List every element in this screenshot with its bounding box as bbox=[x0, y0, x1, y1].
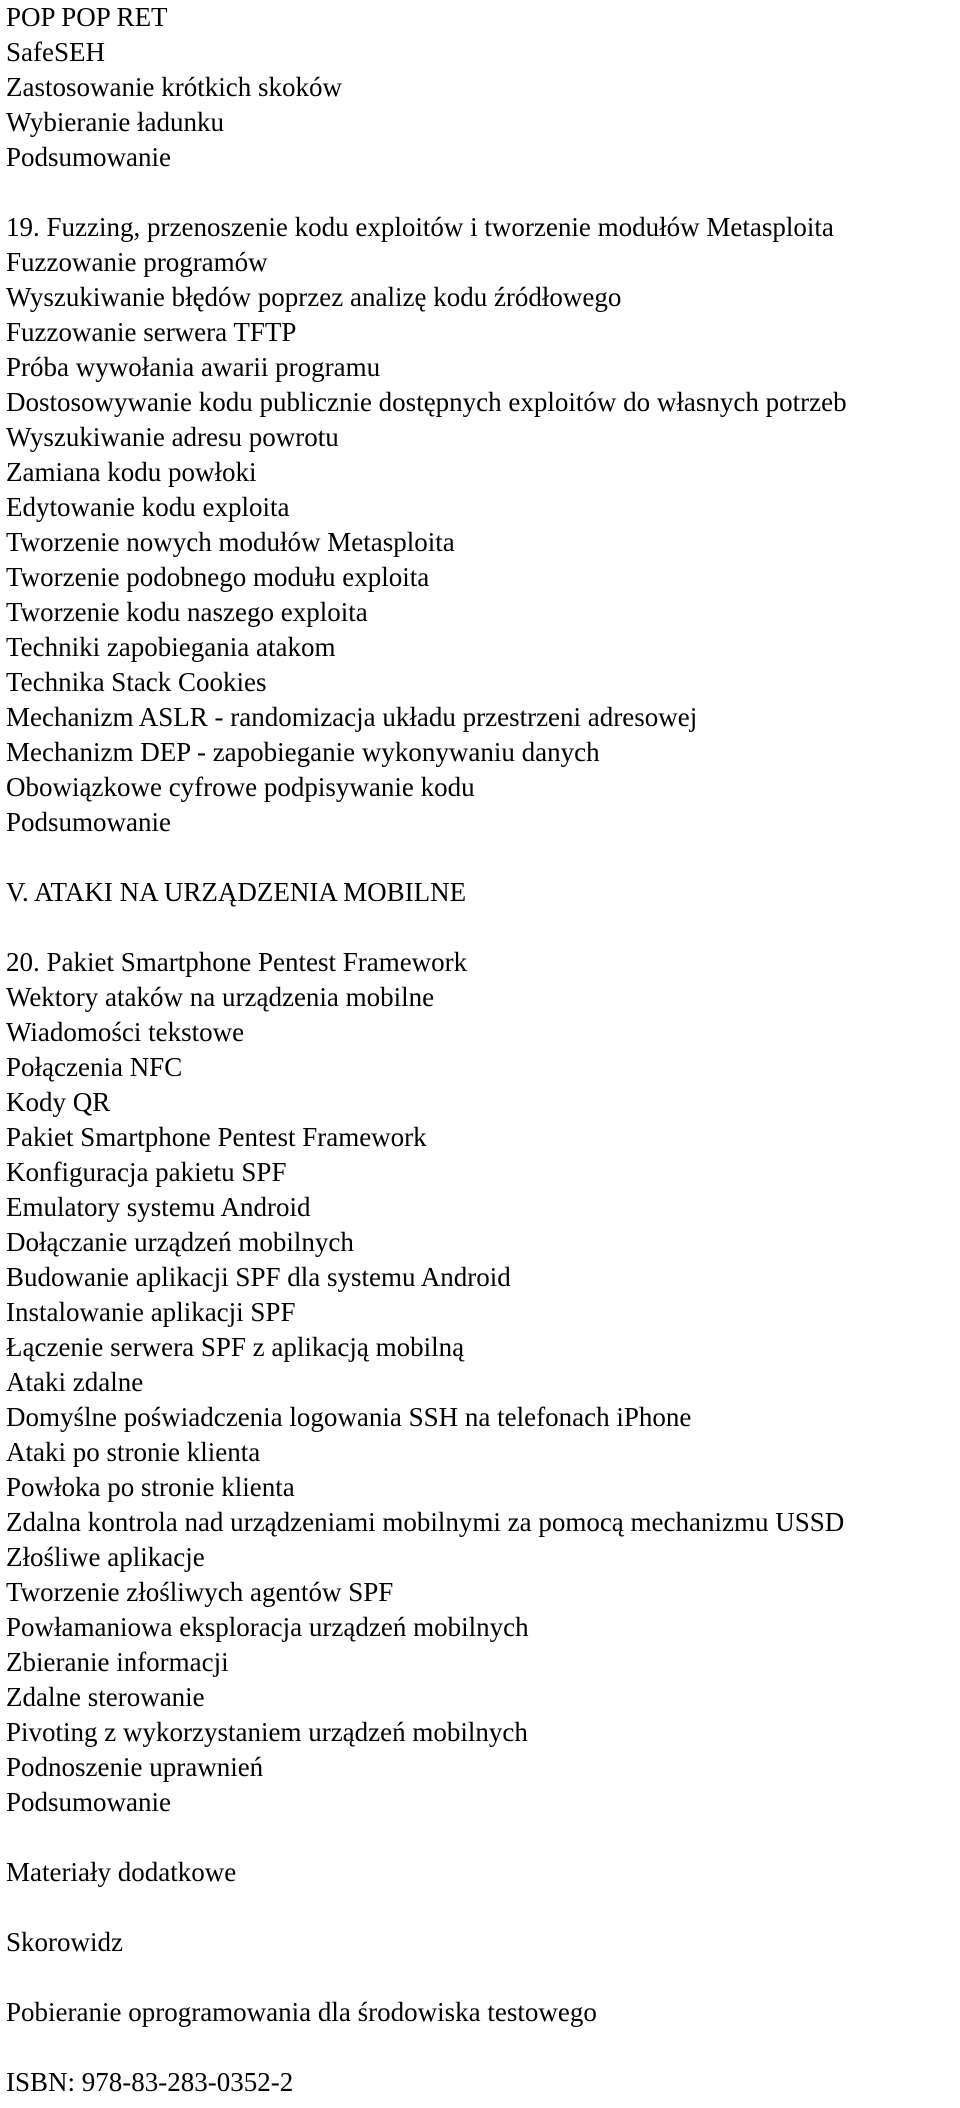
toc-entry: Ataki zdalne bbox=[6, 1367, 144, 1397]
toc-entry: Budowanie aplikacji SPF dla systemu Android bbox=[6, 1262, 511, 1292]
toc-entry: Wyszukiwanie błędów poprzez analizę kodu źródłowego bbox=[6, 282, 622, 312]
toc-entry: Pivoting z wykorzystaniem urządzeń mobilnych bbox=[6, 1717, 528, 1747]
toc-entry: Powłamaniowa eksploracja urządzeń mobilnych bbox=[6, 1612, 529, 1642]
toc-entry: Fuzzowanie serwera TFTP bbox=[6, 317, 297, 347]
toc-entry: Tworzenie nowych modułów Metasploita bbox=[6, 527, 455, 557]
toc-entry: Fuzzowanie programów bbox=[6, 247, 268, 277]
toc-entry: Podnoszenie uprawnień bbox=[6, 1752, 264, 1782]
toc-entry: Domyślne poświadczenia logowania SSH na telefonach iPhone bbox=[6, 1402, 692, 1432]
toc-entry: Dołączanie urządzeń mobilnych bbox=[6, 1227, 354, 1257]
toc-entry: Zbieranie informacji bbox=[6, 1647, 229, 1677]
toc-entry: Zamiana kodu powłoki bbox=[6, 457, 257, 487]
toc-entry: Pobieranie oprogramowania dla środowiska testowego bbox=[6, 1997, 597, 2027]
toc-entry: Zdalna kontrola nad urządzeniami mobilnymi za pomocą mechanizmu USSD bbox=[6, 1507, 845, 1537]
toc-entry: Podsumowanie bbox=[6, 142, 171, 172]
toc-entry: Tworzenie podobnego modułu exploita bbox=[6, 562, 430, 592]
blank-line bbox=[6, 2030, 956, 2065]
blank-line bbox=[6, 1960, 956, 1995]
chapter-heading: 19. Fuzzing, przenoszenie kodu exploitów i tworzenie modułów Metasploita bbox=[6, 212, 834, 242]
toc-entry: Skorowidz bbox=[6, 1927, 123, 1957]
toc-entry: Obowiązkowe cyfrowe podpisywanie kodu bbox=[6, 772, 475, 802]
toc-entry: Próba wywołania awarii programu bbox=[6, 352, 381, 382]
toc-entry: Łączenie serwera SPF z aplikacją mobilną bbox=[6, 1332, 465, 1362]
toc-entry: Złośliwe aplikacje bbox=[6, 1542, 205, 1572]
part-heading: V. ATAKI NA URZĄDZENIA MOBILNE bbox=[6, 877, 467, 907]
toc-entry: Dostosowywanie kodu publicznie dostępnych exploitów do własnych potrzeb bbox=[6, 387, 847, 417]
toc-entry: Kody QR bbox=[6, 1087, 111, 1117]
blank-line bbox=[6, 840, 956, 875]
toc-entry: Materiały dodatkowe bbox=[6, 1857, 237, 1887]
toc-entry: Wektory ataków na urządzenia mobilne bbox=[6, 982, 435, 1012]
toc-entry: Zdalne sterowanie bbox=[6, 1682, 205, 1712]
toc-entry: SafeSEH bbox=[6, 37, 105, 67]
toc-entry: Tworzenie złośliwych agentów SPF bbox=[6, 1577, 394, 1607]
toc-entry: Powłoka po stronie klienta bbox=[6, 1472, 295, 1502]
toc-entry: POP POP RET bbox=[6, 2, 168, 32]
toc-entry: Zastosowanie krótkich skoków bbox=[6, 72, 342, 102]
toc-entry: Tworzenie kodu naszego exploita bbox=[6, 597, 368, 627]
toc-entry: Emulatory systemu Android bbox=[6, 1192, 311, 1222]
toc-entry: Pakiet Smartphone Pentest Framework bbox=[6, 1122, 427, 1152]
toc-entry: Mechanizm ASLR - randomizacja układu przestrzeni adresowej bbox=[6, 702, 698, 732]
blank-line bbox=[6, 1890, 956, 1925]
toc-entry: Technika Stack Cookies bbox=[6, 667, 267, 697]
toc-entry: Wybieranie ładunku bbox=[6, 107, 225, 137]
toc-entry: Techniki zapobiegania atakom bbox=[6, 632, 336, 662]
blank-line bbox=[6, 175, 956, 210]
table-of-contents bbox=[6, 0, 956, 2100]
toc-entry: Edytowanie kodu exploita bbox=[6, 492, 290, 522]
blank-line bbox=[6, 910, 956, 945]
toc-entry: Mechanizm DEP - zapobieganie wykonywaniu danych bbox=[6, 737, 600, 767]
isbn: ISBN: 978-83-283-0352-2 bbox=[6, 2067, 294, 2097]
toc-entry: Podsumowanie bbox=[6, 807, 171, 837]
toc-entry: Konfiguracja pakietu SPF bbox=[6, 1157, 287, 1187]
toc-entry: Instalowanie aplikacji SPF bbox=[6, 1297, 296, 1327]
toc-entry: Połączenia NFC bbox=[6, 1052, 183, 1082]
blank-line bbox=[6, 1820, 956, 1855]
toc-entry: Podsumowanie bbox=[6, 1787, 171, 1817]
toc-entry: Wyszukiwanie adresu powrotu bbox=[6, 422, 339, 452]
toc-entry: Ataki po stronie klienta bbox=[6, 1437, 261, 1467]
chapter-heading: 20. Pakiet Smartphone Pentest Framework bbox=[6, 947, 468, 977]
toc-entry: Wiadomości tekstowe bbox=[6, 1017, 245, 1047]
